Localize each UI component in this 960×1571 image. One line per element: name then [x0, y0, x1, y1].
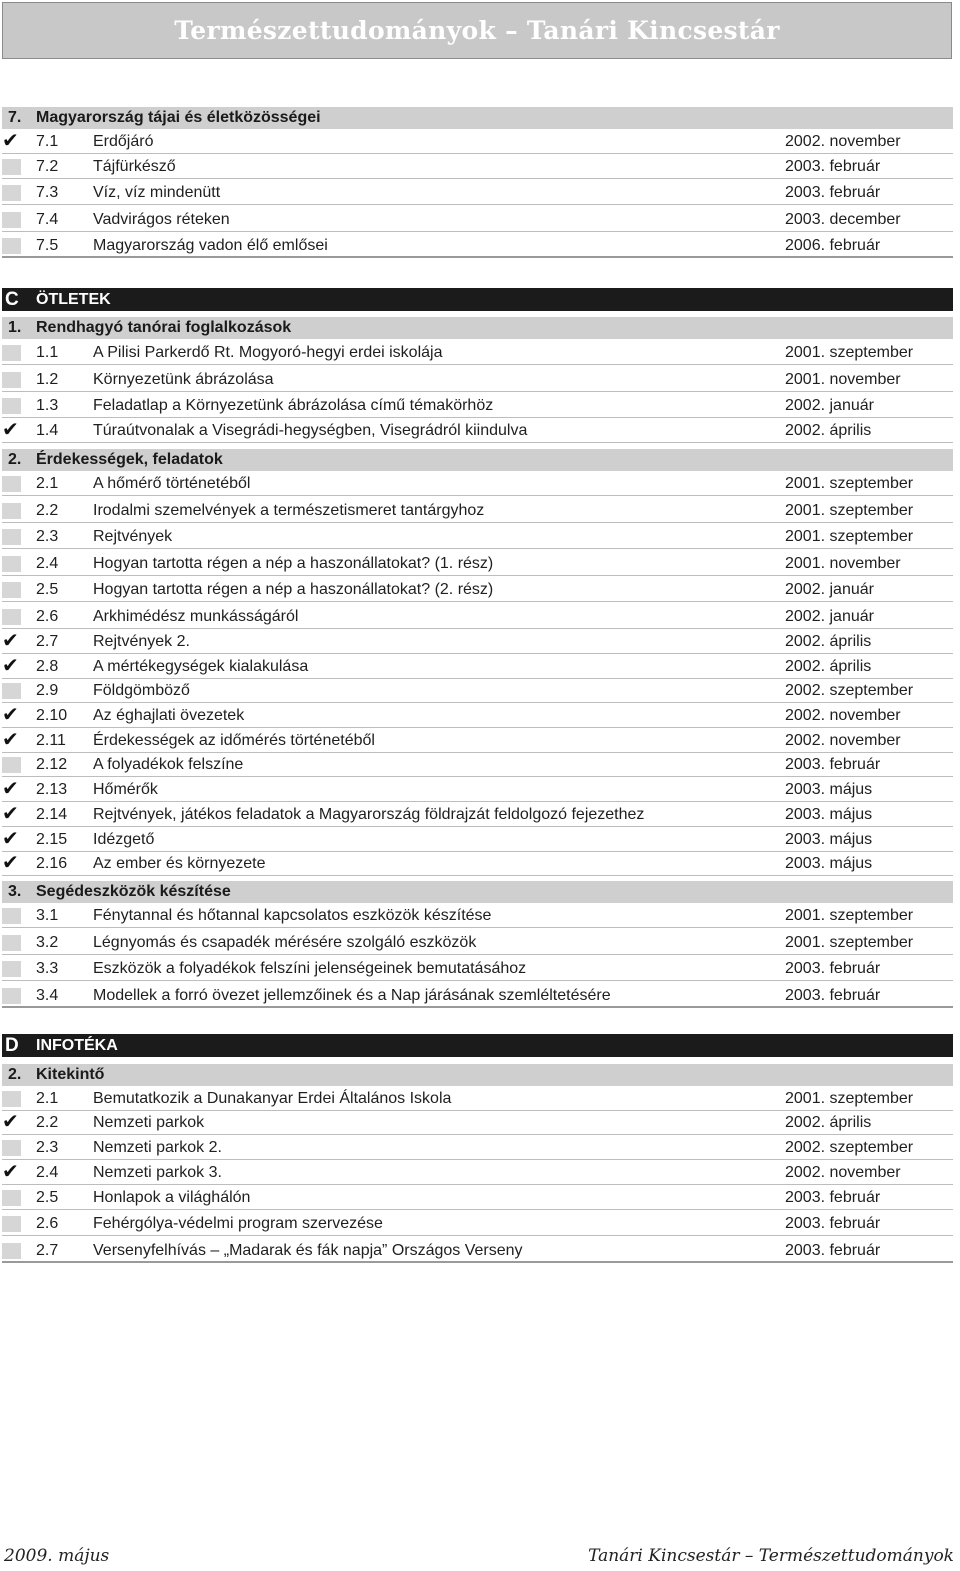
subsection-number: 3. [8, 883, 22, 900]
subsection-number: 1. [8, 319, 22, 336]
item-title: A hőmérő történetéből [93, 475, 251, 492]
item-date: 2003. május [785, 781, 873, 798]
item-date: 2003. február [785, 960, 881, 977]
item-date: 2001. november [785, 371, 901, 388]
item-title: Hogyan tartotta régen a nép a haszonállatokat? (1. rész) [93, 555, 494, 572]
item-date: 2002. április [785, 1114, 872, 1131]
checkmark-icon: ✔ [2, 655, 19, 677]
list-item [2, 525, 953, 549]
subsection-heading [2, 881, 953, 903]
subsection-heading [2, 449, 953, 471]
checkbox-icon [2, 476, 21, 492]
item-title: Hogyan tartotta régen a nép a haszonállatokat? (2. rész) [93, 581, 494, 598]
section-letter: D [5, 1035, 19, 1056]
item-date: 2001. szeptember [785, 1090, 914, 1107]
item-number: 1.3 [36, 397, 59, 414]
list-item [2, 1212, 953, 1236]
list-item [2, 1186, 953, 1210]
item-number: 2.1 [36, 475, 59, 492]
item-title: Fénytannal és hőtannal kapcsolatos eszközök készítése [93, 907, 492, 924]
item-title: A Pilisi Parkerdő Rt. Mogyoró-hegyi erdei iskolája [93, 344, 443, 361]
item-title: Érdekességek az időmérés történetéből [93, 732, 375, 749]
item-date: 2001. szeptember [785, 907, 914, 924]
item-date: 2002. november [785, 1164, 901, 1181]
list-item [2, 552, 953, 576]
checkmark-icon: ✔ [2, 1161, 19, 1183]
list-item [2, 655, 953, 679]
list-item [2, 753, 953, 777]
item-title: Feladatlap a Környezetünk ábrázolása című témakörhöz [93, 397, 494, 414]
list-item [2, 729, 953, 753]
footer-date: 2009. május [4, 1546, 110, 1566]
item-date: 2003. február [785, 1189, 881, 1206]
list-item [2, 957, 953, 981]
list-item [2, 1239, 953, 1263]
list-item [2, 1111, 953, 1135]
subsection-title: Rendhagyó tanórai foglalkozások [36, 319, 292, 336]
checkbox-icon [2, 935, 21, 951]
item-number: 2.14 [36, 806, 68, 823]
list-item [2, 208, 953, 232]
checkmark-icon: ✔ [2, 828, 19, 850]
item-title: Légnyomás és csapadék mérésére szolgáló eszközök [93, 934, 477, 951]
item-title: Hőmérők [93, 781, 158, 798]
item-date: 2001. szeptember [785, 502, 914, 519]
checkbox-icon [2, 238, 21, 254]
checkbox-icon [2, 961, 21, 977]
item-number: 2.4 [36, 555, 59, 572]
item-number: 3.3 [36, 960, 59, 977]
checkbox-icon [2, 529, 21, 545]
header-title: Természettudományok – Tanári Kincsestár [174, 16, 780, 45]
list-item [2, 1161, 953, 1185]
item-number: 7.4 [36, 211, 59, 228]
item-date: 2003. február [785, 1215, 881, 1232]
item-number: 2.2 [36, 1114, 59, 1131]
item-number: 2.5 [36, 581, 59, 598]
item-date: 2006. február [785, 237, 881, 254]
list-item [2, 394, 953, 418]
item-number: 7.1 [36, 133, 59, 150]
list-item [2, 499, 953, 523]
item-date: 2003. május [785, 831, 873, 848]
checkmark-icon: ✔ [2, 130, 19, 152]
checkbox-icon [2, 609, 21, 625]
item-date: 2003. február [785, 987, 881, 1004]
checkbox-icon [2, 1216, 21, 1232]
item-date: 2002. január [785, 581, 874, 598]
item-number: 2.7 [36, 633, 59, 650]
section-title: INFOTÉKA [36, 1037, 118, 1054]
subsection-heading [2, 1064, 953, 1086]
subsection-number: 2. [8, 1066, 22, 1083]
subsection-title: Érdekességek, feladatok [36, 451, 223, 468]
item-number: 2.8 [36, 658, 59, 675]
subsection-number: 2. [8, 451, 22, 468]
list-item [2, 904, 953, 928]
item-title: Idézgető [93, 831, 155, 848]
item-number: 2.11 [36, 732, 66, 749]
item-title: Modellek a forró övezet jellemzőinek és a Nap járásának szemléltetésére [93, 987, 611, 1004]
list-item [2, 234, 953, 258]
item-title: Az éghajlati övezetek [93, 707, 245, 724]
item-title: Víz, víz mindenütt [93, 184, 221, 201]
item-date: 2003. február [785, 1242, 881, 1259]
item-number: 2.7 [36, 1242, 59, 1259]
checkbox-icon [2, 398, 21, 414]
checkmark-icon: ✔ [2, 630, 19, 652]
checkmark-icon: ✔ [2, 729, 19, 751]
item-title: Túraútvonalak a Visegrádi-hegységben, Visegrádról kiindulva [93, 422, 528, 439]
item-date: 2002. november [785, 133, 901, 150]
checkmark-icon: ✔ [2, 1111, 19, 1133]
footer-publication: Tanári Kincsestár – Természettudományok [588, 1546, 954, 1566]
list-item [2, 931, 953, 955]
list-item [2, 630, 953, 654]
item-number: 2.5 [36, 1189, 59, 1206]
list-item [2, 130, 953, 154]
item-date: 2003. február [785, 184, 881, 201]
item-date: 2002. április [785, 633, 872, 650]
checkbox-icon [2, 503, 21, 519]
item-title: Fehérgólya-védelmi program szervezése [93, 1215, 383, 1232]
item-title: Nemzeti parkok 2. [93, 1139, 222, 1156]
item-number: 2.6 [36, 608, 59, 625]
item-date: 2001. szeptember [785, 475, 914, 492]
item-title: Az ember és környezete [93, 855, 266, 872]
item-title: Földgömböző [93, 682, 190, 699]
item-date: 2002. április [785, 422, 872, 439]
item-number: 7.3 [36, 184, 59, 201]
checkbox-icon [2, 1243, 21, 1259]
item-date: 2002. november [785, 732, 901, 749]
checkbox-icon [2, 1140, 21, 1156]
checkmark-icon: ✔ [2, 852, 19, 874]
item-title: Honlapok a világhálón [93, 1189, 251, 1206]
checkbox-icon [2, 988, 21, 1004]
subsection-title: Segédeszközök készítése [36, 883, 231, 900]
item-title: Magyarország vadon élő emlősei [93, 237, 328, 254]
item-date: 2002. november [785, 707, 901, 724]
list-item [2, 605, 953, 629]
item-number: 2.4 [36, 1164, 59, 1181]
item-date: 2003. február [785, 756, 881, 773]
item-number: 1.1 [36, 344, 59, 361]
checkbox-icon [2, 159, 21, 175]
section-letter: C [5, 289, 19, 310]
item-title: Tájfürkésző [93, 158, 176, 175]
item-title: Erdőjáró [93, 133, 154, 150]
checkbox-icon [2, 757, 21, 773]
item-number: 2.9 [36, 682, 59, 699]
list-item [2, 472, 953, 496]
list-item [2, 984, 953, 1008]
subsection-heading [2, 317, 953, 339]
item-date: 2003. február [785, 158, 881, 175]
checkmark-icon: ✔ [2, 778, 19, 800]
item-title: Irodalmi szemelvények a természetismeret tantárgyhoz [93, 502, 485, 519]
checkbox-icon [2, 556, 21, 572]
list-item [2, 828, 953, 852]
list-item [2, 578, 953, 602]
item-date: 2003. december [785, 211, 901, 228]
item-date: 2002. január [785, 608, 874, 625]
item-date: 2002. január [785, 397, 874, 414]
item-number: 2.6 [36, 1215, 59, 1232]
list-item [2, 704, 953, 728]
item-number: 2.2 [36, 502, 59, 519]
list-item [2, 852, 953, 876]
list-item [2, 1136, 953, 1160]
item-number: 2.16 [36, 855, 68, 872]
checkbox-icon [2, 185, 21, 201]
list-item [2, 803, 953, 827]
checkbox-icon [2, 582, 21, 598]
item-title: Versenyfelhívás – „Madarak és fák napja” Országos Verseny [93, 1242, 523, 1259]
item-date: 2003. május [785, 855, 873, 872]
section-heading [2, 1034, 953, 1057]
list-item [2, 1087, 953, 1111]
subsection-title: Kitekintő [36, 1066, 105, 1083]
list-item [2, 368, 953, 392]
item-title: Rejtvények [93, 528, 173, 545]
item-number: 3.1 [36, 907, 59, 924]
item-date: 2002. szeptember [785, 1139, 914, 1156]
item-title: Nemzeti parkok [93, 1114, 205, 1131]
item-date: 2001. szeptember [785, 934, 914, 951]
item-date: 2002. szeptember [785, 682, 914, 699]
item-date: 2001. szeptember [785, 344, 914, 361]
item-date: 2001. november [785, 555, 901, 572]
list-item [2, 679, 953, 703]
item-number: 1.4 [36, 422, 59, 439]
list-item [2, 155, 953, 179]
checkmark-icon: ✔ [2, 419, 19, 441]
item-number: 2.12 [36, 756, 68, 773]
list-item [2, 181, 953, 205]
item-number: 3.2 [36, 934, 59, 951]
item-title: Eszközök a folyadékok felszíni jelenségeinek bemutatásához [93, 960, 527, 977]
list-item [2, 778, 953, 802]
item-number: 7.2 [36, 158, 59, 175]
item-number: 2.1 [36, 1090, 59, 1107]
checkbox-icon [2, 908, 21, 924]
checkbox-icon [2, 372, 21, 388]
item-title: Környezetünk ábrázolása [93, 371, 274, 388]
subsection-title: Magyarország tájai és életközösségei [36, 109, 321, 126]
item-title: Rejtvények 2. [93, 633, 190, 650]
item-title: A folyadékok felszíne [93, 756, 244, 773]
checkbox-icon [2, 1190, 21, 1206]
item-number: 3.4 [36, 987, 59, 1004]
item-number: 2.13 [36, 781, 68, 798]
item-title: A mértékegységek kialakulása [93, 658, 309, 675]
item-title: Nemzeti parkok 3. [93, 1164, 222, 1181]
list-item [2, 341, 953, 365]
item-number: 1.2 [36, 371, 59, 388]
item-title: Arkhimédész munkásságáról [93, 608, 299, 625]
list-item [2, 419, 953, 443]
item-number: 2.3 [36, 528, 59, 545]
checkmark-icon: ✔ [2, 704, 19, 726]
item-date: 2001. szeptember [785, 528, 914, 545]
section-title: ÖTLETEK [36, 291, 111, 308]
checkbox-icon [2, 345, 21, 361]
subsection-number: 7. [8, 109, 22, 126]
item-number: 2.10 [36, 707, 68, 724]
item-number: 2.3 [36, 1139, 59, 1156]
item-date: 2002. április [785, 658, 872, 675]
item-date: 2003. május [785, 806, 873, 823]
item-title: Bemutatkozik a Dunakanyar Erdei Általános Iskola [93, 1090, 452, 1107]
subsection-heading [2, 107, 953, 129]
item-title: Vadvirágos réteken [93, 211, 230, 228]
checkbox-icon [2, 1091, 21, 1107]
item-number: 2.15 [36, 831, 68, 848]
checkbox-icon [2, 683, 21, 699]
checkmark-icon: ✔ [2, 803, 19, 825]
item-number: 7.5 [36, 237, 59, 254]
item-title: Rejtvények, játékos feladatok a Magyarország földrajzát feldolgozó fejezethez [93, 806, 645, 823]
checkbox-icon [2, 212, 21, 228]
section-heading [2, 288, 953, 311]
